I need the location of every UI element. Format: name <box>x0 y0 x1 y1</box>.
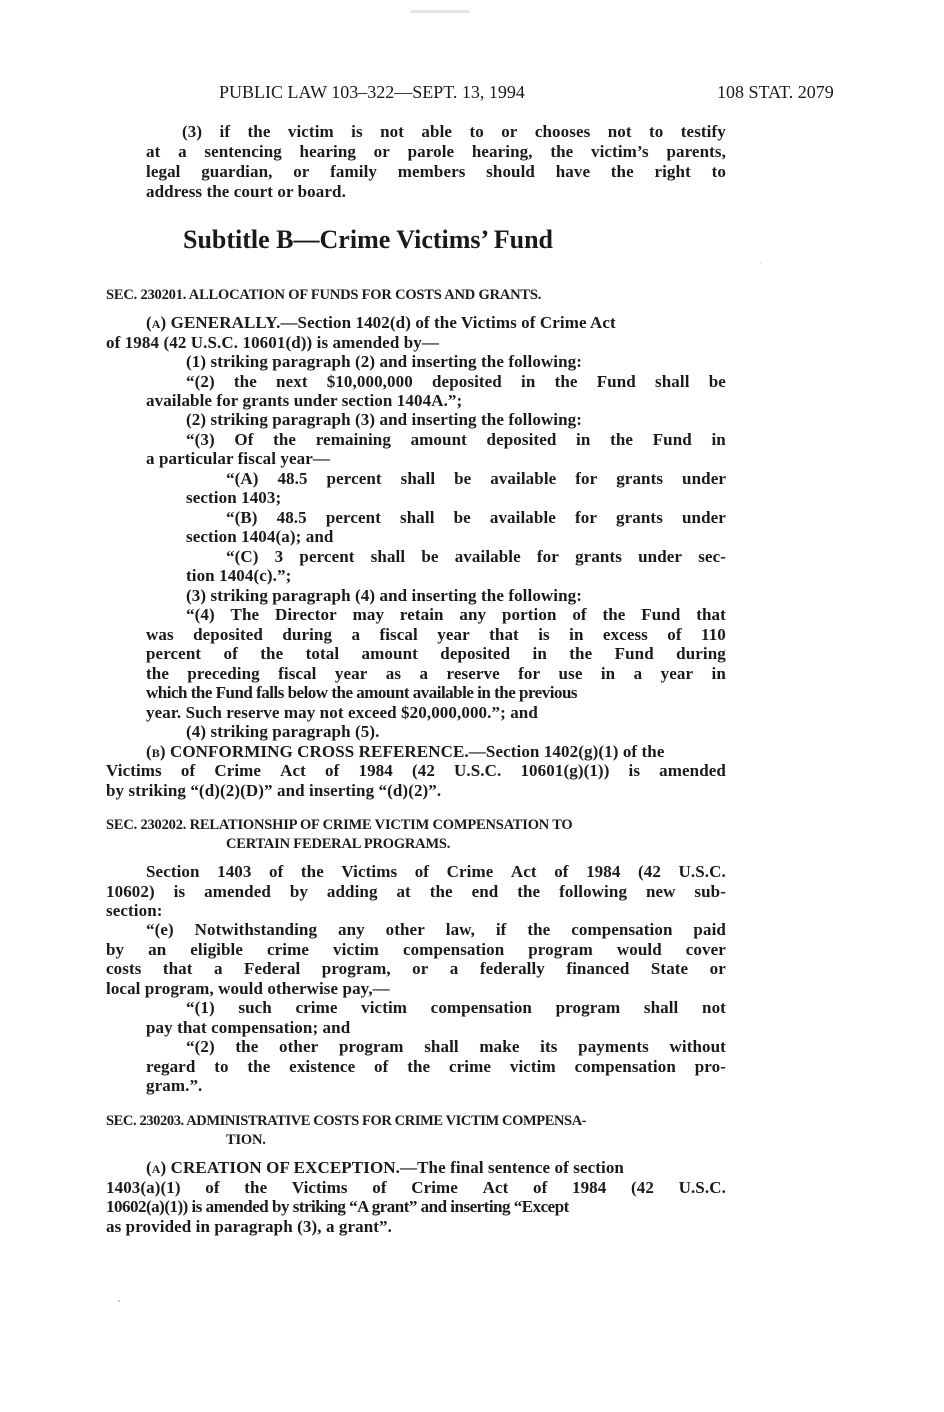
text-line: “(B) 48.5 percent shall be available for grants under <box>226 508 726 527</box>
scan-artifact <box>410 10 470 13</box>
text-line: 10602(a)(1)) is amended by striking “A grant” and inserting “Except <box>106 1197 569 1216</box>
text-line: regard to the existence of the crime victim compensation pro- <box>146 1057 726 1076</box>
section-heading: SEC. 230203. ADMINISTRATIVE COSTS FOR CRIME VICTIM COMPENSA- <box>106 1113 587 1129</box>
subsection-a-line: (a) GENERALLY.—Section 1402(d) of the Victims of Crime Act <box>146 313 616 332</box>
text-line: “(e) Notwithstanding any other law, if the compensation paid <box>146 920 726 939</box>
text-line: section 1404(a); and <box>186 527 334 546</box>
section-heading-continued: CERTAIN FEDERAL PROGRAMS. <box>226 836 451 852</box>
section-heading-continued: TION. <box>226 1132 266 1148</box>
scan-artifact <box>118 1300 120 1302</box>
text-line: percent of the total amount deposited in the Fund during <box>146 644 726 663</box>
text-line: (4) striking paragraph (5). <box>186 722 380 741</box>
text-line: of 1984 (42 U.S.C. 10601(d)) is amended by— <box>106 333 439 352</box>
section-heading: SEC. 230202. RELATIONSHIP OF CRIME VICTIM COMPENSATION TO <box>106 817 573 833</box>
text-line: section: <box>106 901 163 920</box>
section-heading: SEC. 230201. ALLOCATION OF FUNDS FOR COSTS AND GRANTS. <box>106 287 542 303</box>
subsection-label: (b) CONFORMING CROSS REFERENCE. <box>146 742 469 761</box>
running-header-right: 108 STAT. 2079 <box>717 82 834 102</box>
text-line: the preceding fiscal year as a reserve for use in a year in <box>146 664 726 683</box>
subsection-a-line: (a) CREATION OF EXCEPTION.—The final sentence of section <box>146 1158 624 1177</box>
text-line: “(1) such crime victim compensation program shall not <box>186 998 726 1017</box>
text-line: “(4) The Director may retain any portion of the Fund that <box>186 605 726 624</box>
text-line: (1) striking paragraph (2) and inserting the following: <box>186 352 583 371</box>
text-line: “(2) the next $10,000,000 deposited in the Fund shall be <box>186 372 726 391</box>
text-line: which the Fund falls below the amount available in the previous <box>146 683 578 702</box>
subsection-label: (a) CREATION OF EXCEPTION. <box>146 1158 400 1177</box>
text-line: a particular fiscal year— <box>146 449 330 468</box>
text-line: gram.”. <box>146 1076 203 1095</box>
running-header-left: PUBLIC LAW 103–322—SEPT. 13, 1994 <box>219 82 525 102</box>
text-line: Victims of Crime Act of 1984 (42 U.S.C. 10601(g)(1)) is amended <box>106 761 726 780</box>
text-line: was deposited during a fiscal year that is in excess of 110 <box>146 625 726 644</box>
text-line: 1403(a)(1) of the Victims of Crime Act of 1984 (42 U.S.C. <box>106 1178 726 1197</box>
subtitle-heading: Subtitle B—Crime Victims’ Fund <box>183 225 554 254</box>
text-line: “(2) the other program shall make its payments without <box>186 1037 726 1056</box>
text-line: (3) striking paragraph (4) and inserting the following: <box>186 586 583 605</box>
text-line: legal guardian, or family members should have the right to <box>146 162 726 181</box>
subsection-b-line: (b) CONFORMING CROSS REFERENCE.—Section 1402(g)(1) of the <box>146 742 665 761</box>
subsection-label: (a) GENERALLY. <box>146 313 281 332</box>
text-line: as provided in paragraph (3), a grant”. <box>106 1217 393 1236</box>
text-line: “(3) Of the remaining amount deposited in the Fund in <box>186 430 726 449</box>
text-line: section 1403; <box>186 488 282 507</box>
text-line: “(A) 48.5 percent shall be available for grants under <box>226 469 726 488</box>
scan-artifact <box>760 262 762 264</box>
text-line: year. Such reserve may not exceed $20,000,000.”; and <box>146 703 538 722</box>
text-line: local program, would otherwise pay,— <box>106 979 390 998</box>
text-line: available for grants under section 1404A.”; <box>146 391 463 410</box>
text-line: Section 1403 of the Victims of Crime Act of 1984 (42 U.S.C. <box>146 862 726 881</box>
text-line: (3) if the victim is not able to or chooses not to testify <box>182 122 726 141</box>
text-line: (2) striking paragraph (3) and inserting the following: <box>186 410 583 429</box>
text-line: costs that a Federal program, or a federally financed State or <box>106 959 726 978</box>
text-line: address the court or board. <box>146 182 346 201</box>
text-line: by an eligible crime victim compensation program would cover <box>106 940 726 959</box>
text-line: “(C) 3 percent shall be available for grants under sec- <box>226 547 726 566</box>
text-line: by striking “(d)(2)(D)” and inserting “(d)(2)”. <box>106 781 442 800</box>
text-line: pay that compensation; and <box>146 1018 351 1037</box>
text-line: 10602) is amended by adding at the end the following new sub- <box>106 882 726 901</box>
text-line: tion 1404(c).”; <box>186 566 292 585</box>
text-line: at a sentencing hearing or parole hearing, the victim’s parents, <box>146 142 726 161</box>
